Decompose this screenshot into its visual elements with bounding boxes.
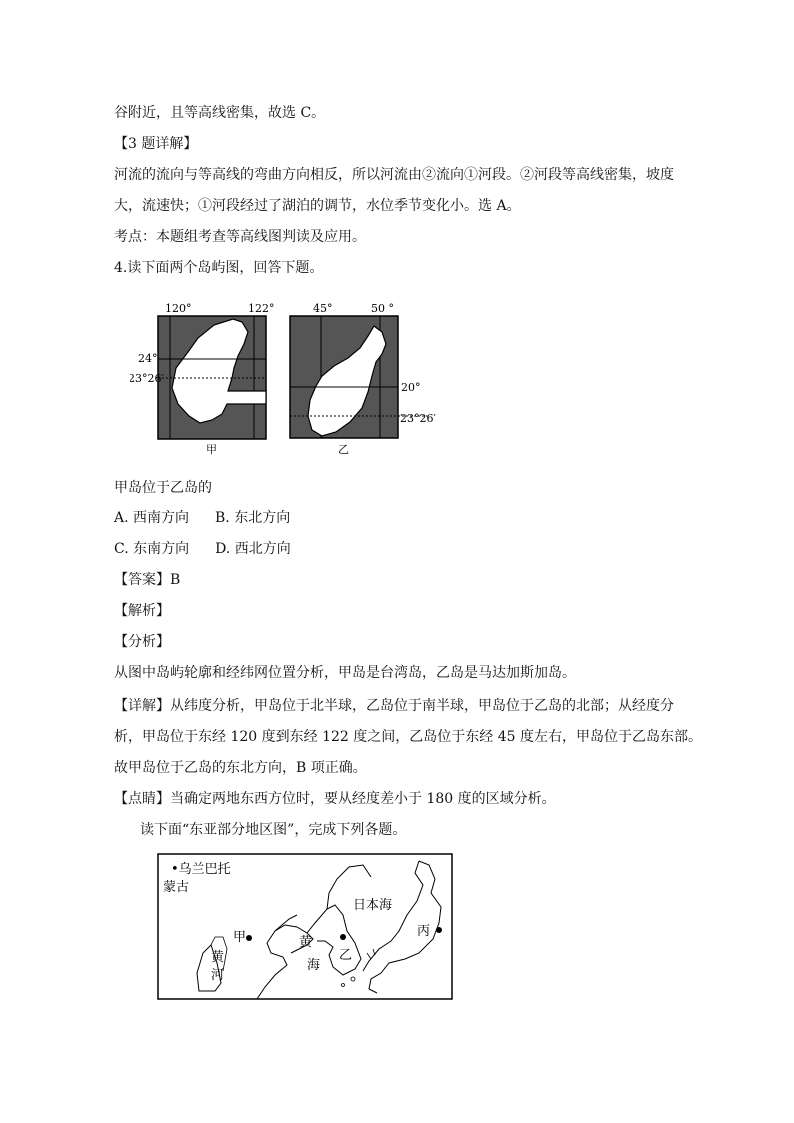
text-line: 读下面“东亚部分地区图”，完成下列各题。 [140,822,407,838]
option-d: D. 西北方向 [215,541,291,557]
map-label-sea-of-japan: 日本海 [353,898,393,913]
map-label-he: 河 [211,968,225,983]
text-line: 考点：本题组考查等高线图判读及应用。 [114,229,366,245]
lon-label: 120° [165,302,192,315]
map-label-huang-he: 黄 [211,950,225,965]
map-label-ulaanbaatar: •乌兰巴托 [171,862,231,877]
text-line: 从图中岛屿轮廓和经纬网位置分析，甲岛是台湾岛，乙岛是马达加斯加岛。 [114,665,576,681]
section-heading: 【分析】 [114,634,170,650]
text-line: 河流的流向与等高线的弯曲方向相反，所以河流由②流向①河段。②河段等高线密集，坡度 [114,167,674,183]
text-line: 故甲岛位于乙岛的东北方向，B 项正确。 [114,760,367,776]
section-heading: 【解析】 [114,603,170,619]
lat-label: 20° [401,381,421,394]
map-label-huang: 黄 [299,935,313,950]
text-line: 谷附近，且等高线密集，故选 C。 [114,105,326,121]
option-a: A. 西南方向 [114,510,190,526]
text-line: 【详解】从纬度分析，甲岛位于北半球，乙岛位于南半球，甲岛位于乙岛的北部；从经度分 [114,698,674,714]
lat-label: 23°26′ [400,412,436,425]
options-row [114,539,291,559]
figure-caption: 乙 [338,443,349,456]
options-row [114,508,290,528]
east-asia-map [157,853,453,1000]
question-stem: 甲岛位于乙岛的 [114,480,212,496]
island-jia-panel [130,302,275,456]
text-line: 析，甲岛位于东经 120 度到东经 122 度之间，乙岛位于东经 45 度左右，甲岛位于乙岛东部。 [114,729,702,745]
island-figure [130,296,440,458]
map-label-jia: 甲 [233,930,247,945]
map-label-mongolia: 蒙古 [163,880,190,895]
question-title: 4.读下面两个岛屿图，回答下题。 [114,260,324,276]
lat-label: 23°26′ [130,372,164,385]
map-label-yi: 乙 [339,948,353,963]
option-c: C. 东南方向 [114,541,190,557]
answer: 【答案】B [114,572,181,588]
map-label-bing: 丙 [417,924,431,939]
text-line: 大，流速快；①河段经过了湖泊的调节，水位季节变化小。选 A。 [114,198,521,214]
figure-caption: 甲 [206,443,217,456]
island-yi-panel [290,302,436,456]
map-label-hai: 海 [307,958,321,973]
option-b: B. 东北方向 [215,510,291,526]
lon-label: 45° [313,302,333,315]
text-line: 【点睛】当确定两地东西方位时，要从经度差小于 180 度的区域分析。 [114,791,556,807]
section-heading: 【3 题详解】 [114,136,198,152]
lon-label: 50 ° [371,302,394,315]
lon-label: 122° [248,302,275,315]
lat-label: 24° [138,352,158,365]
